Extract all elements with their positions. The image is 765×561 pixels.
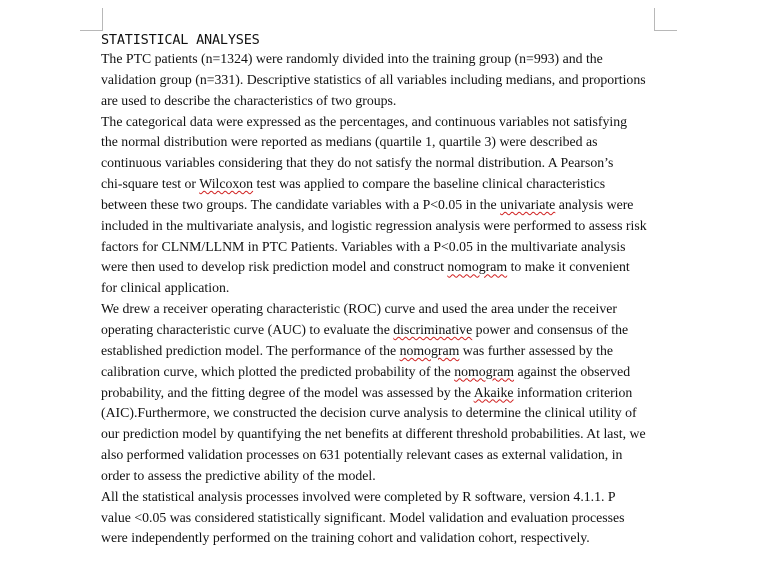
text-line [101,341,661,362]
text-segment: was further assessed by the [459,342,613,358]
text-segment: operating characteristic curve (AUC) to evaluate the [101,321,394,337]
text-segment: test was applied to compare the baseline clinical characteristics [253,176,606,192]
spellcheck-flagged-word: Akaike [473,384,514,400]
text-segment: factors for CLNM/LLNM in PTC Patients. Variables with a P<0.05 in the multivariate analysis [101,238,626,254]
text-line [101,112,661,133]
text-line [101,216,661,237]
text-line [101,70,661,91]
text-segment: the normal distribution were reported as medians (quartile 1, quartile 3) were described as [101,134,598,150]
text-segment: were independently performed on the training cohort and validation cohort, respectively. [101,530,590,546]
spellcheck-flagged-word: univariate [500,196,556,212]
text-segment: order to assess the predictive ability of the model. [101,467,376,483]
text-line [101,237,661,258]
text-line [101,132,661,153]
text-segment: We drew a receiver operating characteristic (ROC) curve and used the area under the receiver [101,301,617,317]
text-line [101,153,661,174]
crop-mark-top-right [654,8,677,31]
text-line [101,278,661,299]
text-segment: are used to describe the characteristics of two groups. [101,92,397,108]
crop-mark-top-left [80,8,103,31]
text-segment: between these two groups. The candidate variables with a P<0.05 in the [101,196,501,212]
text-line [101,195,661,216]
text-segment: included in the multivariate analysis, and logistic regression analysis were performed to assess risk [101,217,647,233]
text-segment: for clinical application. [101,280,230,296]
text-line [101,91,661,112]
text-segment: validation group (n=331). Descriptive statistics of all variables including medians, and proportions [101,71,646,87]
text-line [101,49,661,70]
text-segment: value <0.05 was considered statistically significant. Model validation and evaluation processes [101,509,625,525]
text-line [101,320,661,341]
text-line [101,528,661,549]
text-segment: chi-square test or [101,176,200,192]
spellcheck-flagged-word: nomogram [447,259,508,275]
text-segment: to make it convenient [507,259,630,275]
text-segment: analysis were [555,196,634,212]
text-line [101,508,661,529]
section-heading: STATISTICAL ANALYSES [101,32,260,48]
text-line [101,383,661,404]
text-line [101,362,661,383]
text-segment: continuous variables considering that they do not satisfy the normal distribution. A Pearson’s [101,155,614,171]
document-body[interactable] [101,31,661,549]
text-segment: The categorical data were expressed as the percentages, and continuous variables not satisfying [101,113,627,129]
text-line [101,466,661,487]
text-segment: information criterion [513,384,633,400]
text-line [101,445,661,466]
spellcheck-flagged-word: nomogram [399,342,460,358]
paragraph-text [101,49,661,549]
text-segment: The PTC patients (n=1324) were randomly divided into the training group (n=993) and the [101,51,603,66]
text-line [101,424,661,445]
text-segment: power and consensus of the [472,321,629,337]
text-segment: calibration curve, which plotted the predicted probability of the [101,363,455,379]
text-segment: probability, and the fitting degree of the model was assessed by the [101,384,474,400]
text-segment: (AIC).Furthermore, we constructed the decision curve analysis to determine the clinical utility of [101,405,637,421]
text-segment: also performed validation processes on 631 potentially relevant cases as external validation, in [101,447,623,463]
text-line [101,174,661,195]
text-segment: All the statistical analysis processes involved were completed by R software, version 4.1.1. P [101,488,616,504]
text-segment: against the observed [514,363,631,379]
spellcheck-flagged-word: discriminative [393,321,473,337]
text-line [101,299,661,320]
text-line [101,487,661,508]
text-segment: were then used to develop risk prediction model and construct [101,259,448,275]
text-segment: our prediction model by quantifying the net benefits at different threshold probabilities. At last, we [101,426,646,442]
text-segment: established prediction model. The performance of the [101,342,400,358]
text-line [101,257,661,278]
text-line [101,403,661,424]
spellcheck-flagged-word: nomogram [454,363,515,379]
spellcheck-flagged-word: Wilcoxon [199,176,254,192]
